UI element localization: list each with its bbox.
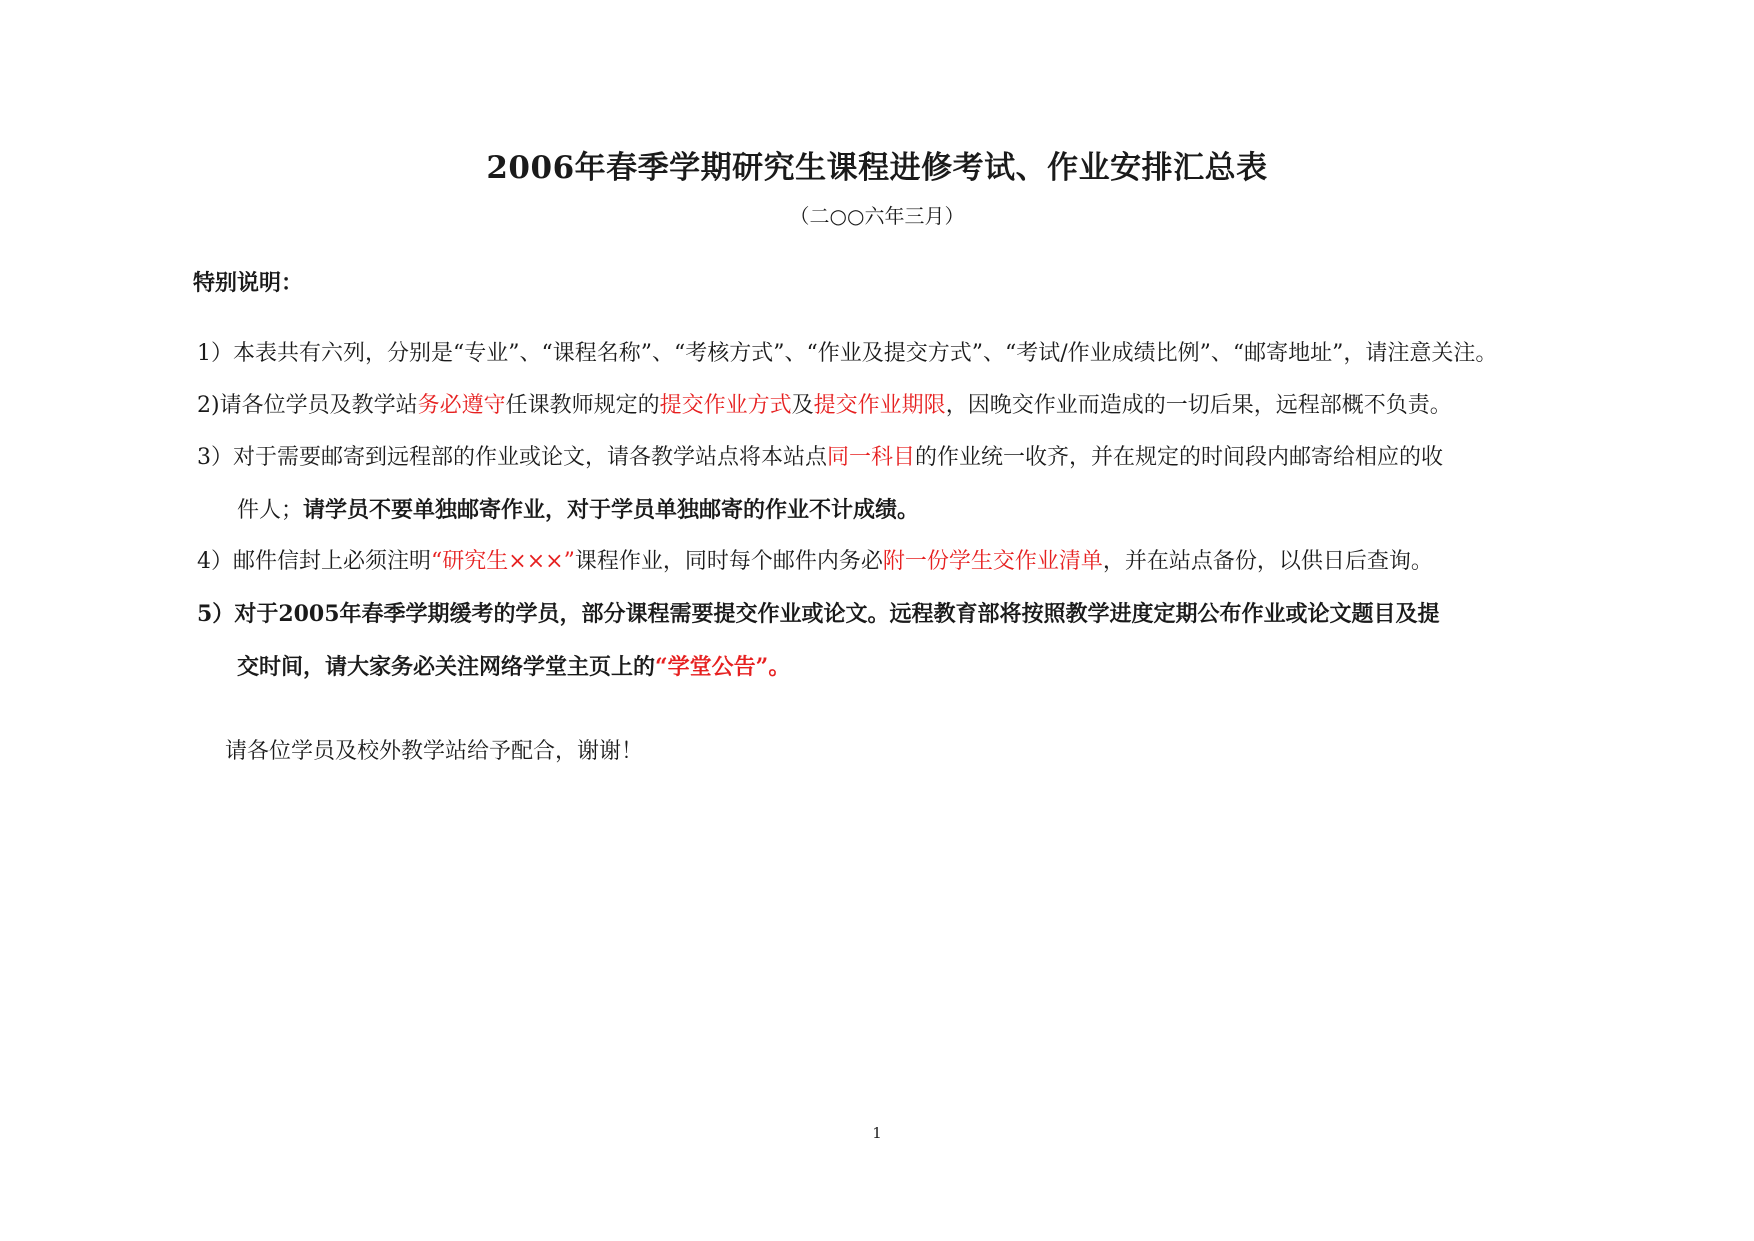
note-text: 课程作业，同时每个邮件内务必 xyxy=(574,549,883,574)
note-text: 任课教师规定的 xyxy=(505,393,660,418)
note-item-3 xyxy=(197,432,1617,537)
note-text: ，因晚交作业而造成的一切后果，远程部概不负责。 xyxy=(945,393,1452,418)
note-number: 1） xyxy=(197,341,233,366)
note-text: ，并在站点备份，以供日后查询。 xyxy=(1102,549,1433,574)
document-date: （二○○六年三月） xyxy=(789,204,965,228)
note-item-1 xyxy=(197,328,1617,380)
note-text: 对于需要邮寄到远程部的作业或论文，请各教学站点将本站点 xyxy=(233,445,828,470)
note-continuation xyxy=(197,641,1617,694)
note-number: 2) xyxy=(197,393,220,418)
note-text: 请各位学员及教学站 xyxy=(219,393,418,418)
note-item-4 xyxy=(197,536,1617,588)
bold-text: 对于2005年春季学期缓考的学员，部分课程需要提交作业或论文。远程教育部将按照教学进度定期公布作业或论文题目及提 xyxy=(234,601,1440,627)
note-text: 邮件信封上必须注明 xyxy=(233,549,432,574)
note-text: 的作业统一收齐，并在规定的时间段内邮寄给相应的收 xyxy=(915,445,1444,470)
note-text: 及 xyxy=(791,393,814,418)
highlight-text: “研究生×××” xyxy=(431,549,575,574)
highlight-text: 提交作业方式 xyxy=(659,393,792,418)
page-number: 1 xyxy=(872,1124,882,1142)
highlight-text: 提交作业期限 xyxy=(813,393,946,418)
highlight-text: “学堂公告”。 xyxy=(655,654,791,680)
note-continuation xyxy=(197,484,1617,537)
note-number: 5） xyxy=(197,601,235,627)
note-item-5 xyxy=(197,588,1617,694)
highlight-text: 附一份学生交作业清单 xyxy=(882,549,1103,574)
special-notes-heading: 特别说明： xyxy=(193,270,304,296)
note-item-2 xyxy=(197,380,1617,432)
highlight-text: 务必遵守 xyxy=(417,393,506,418)
bold-text: 交时间，请大家务必关注网络学堂主页上的 xyxy=(237,654,656,680)
closing-remark: 请各位学员及校外教学站给予配合，谢谢！ xyxy=(225,739,644,764)
document-title: 2006年春季学期研究生课程进修考试、作业安排汇总表 xyxy=(486,150,1268,186)
highlight-text: 同一科目 xyxy=(827,445,916,470)
note-text: 本表共有六列，分别是“专业”、“课程名称”、“考核方式”、“作业及提交方式”、“考试/作业成绩比例”、“邮寄地址”，请注意关注。 xyxy=(233,341,1498,366)
note-text: 件人； xyxy=(237,498,304,523)
note-number: 4） xyxy=(197,549,233,574)
note-number: 3） xyxy=(197,445,233,470)
bold-text: 请学员不要单独邮寄作业，对于学员单独邮寄的作业不计成绩。 xyxy=(303,497,920,523)
